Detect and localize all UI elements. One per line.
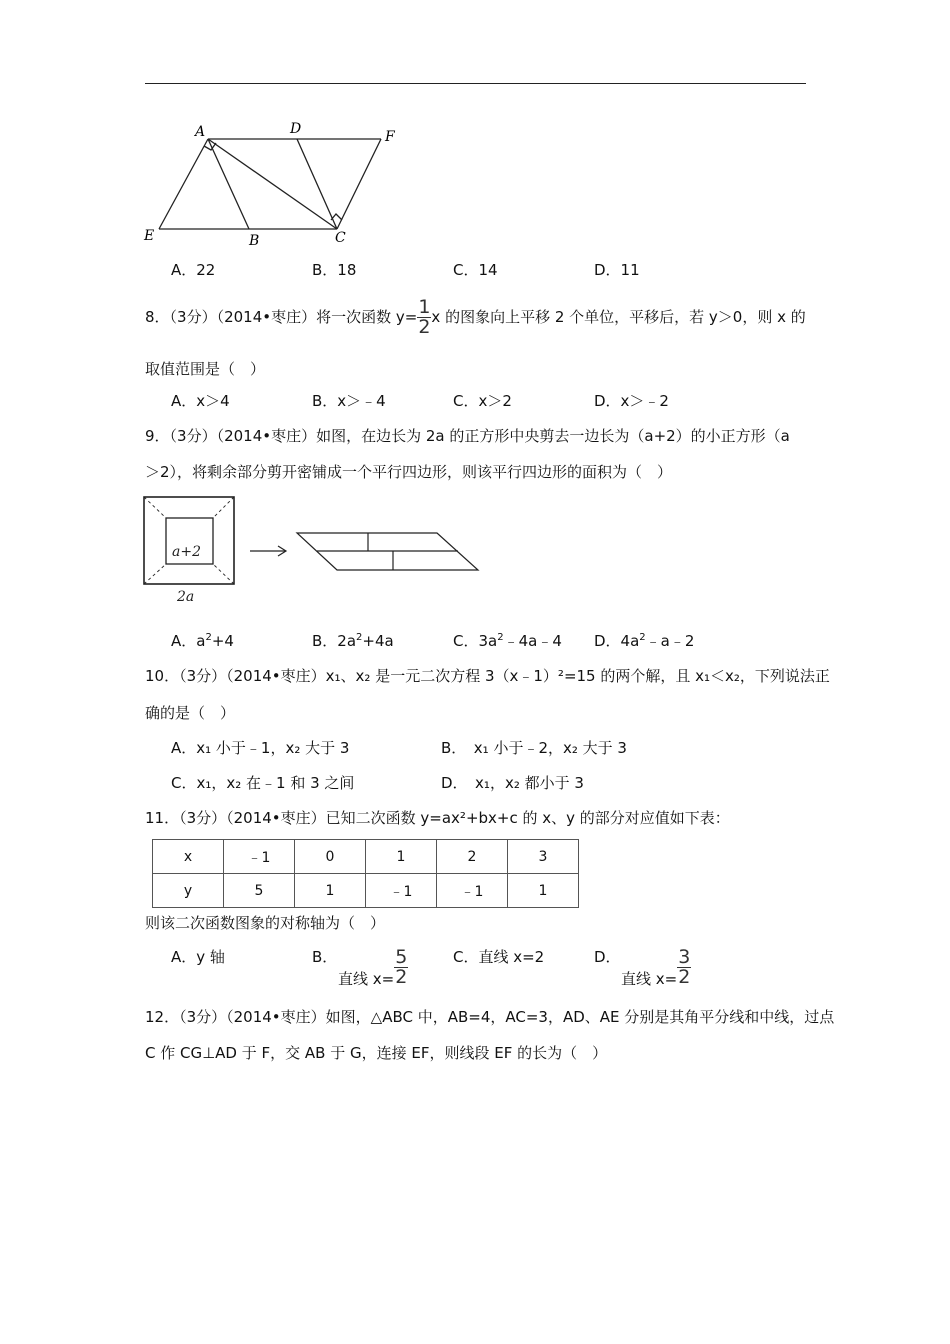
table-cell: 2 bbox=[437, 840, 508, 874]
q7-option-d[interactable]: D．11 bbox=[594, 261, 640, 279]
table-cell: 3 bbox=[508, 840, 579, 874]
label-A: A bbox=[195, 124, 206, 140]
q9-option-c[interactable] bbox=[453, 632, 562, 650]
table-cell: 1 bbox=[508, 874, 579, 908]
table-row-x bbox=[153, 840, 579, 874]
table-cell: x bbox=[153, 840, 224, 874]
q9-opt-c-pre: C．3a bbox=[453, 632, 498, 650]
label-F: F bbox=[385, 129, 395, 145]
q8-stem-part1: 8．（3分）（2014•枣庄）将一次函数 y= bbox=[145, 308, 418, 326]
q11-opt-b-text: 直线 x= bbox=[338, 970, 395, 988]
q9-opt-c-sup: 2 bbox=[497, 632, 504, 643]
q8-fraction bbox=[417, 298, 431, 337]
header-rule bbox=[145, 83, 806, 84]
q9-outer-label: 2a bbox=[177, 589, 195, 605]
q11-opt-d-text: 直线 x= bbox=[621, 970, 678, 988]
table-cell: 5 bbox=[224, 874, 295, 908]
q8-option-a[interactable]: A．x＞4 bbox=[171, 392, 230, 410]
q9-option-b[interactable] bbox=[312, 632, 394, 650]
table-cell: 1 bbox=[366, 840, 437, 874]
table-row-y bbox=[153, 874, 579, 908]
q8-option-d[interactable]: D．x＞﹣2 bbox=[594, 392, 669, 410]
q8-stem-line1 bbox=[145, 298, 806, 337]
q9-opt-b-sup: 2 bbox=[356, 632, 363, 643]
q8-frac-den: 2 bbox=[418, 316, 431, 338]
q11-opt-b-fraction bbox=[394, 948, 408, 987]
q11-value-table bbox=[152, 839, 579, 908]
q10-option-c[interactable]: C．x₁，x₂ 在﹣1 和 3 之间 bbox=[171, 774, 355, 792]
q8-option-c[interactable]: C．x＞2 bbox=[453, 392, 512, 410]
q11-option-d-label[interactable]: D． bbox=[594, 948, 621, 966]
q9-option-d[interactable] bbox=[594, 632, 694, 650]
label-C: C bbox=[335, 230, 346, 246]
q11-option-b[interactable] bbox=[338, 948, 408, 988]
q7-option-c[interactable]: C．14 bbox=[453, 261, 498, 279]
q7-parallelogram-figure bbox=[140, 118, 410, 253]
label-B: B bbox=[249, 233, 260, 249]
table-cell: ﹣1 bbox=[224, 840, 295, 874]
q9-stem-line2: ＞2），将剩余部分剪开密铺成一个平行四边形，则该平行四边形的面积为（ ） bbox=[145, 463, 673, 481]
q9-opt-a-sup: 2 bbox=[205, 632, 212, 643]
q12-stem-line2: C 作 CG⊥AD 于 F，交 AB 于 G，连接 EF，则线段 EF 的长为（ ） bbox=[145, 1044, 608, 1062]
table-cell: 1 bbox=[295, 874, 366, 908]
q9-option-a[interactable] bbox=[171, 632, 234, 650]
table-cell: ﹣1 bbox=[437, 874, 508, 908]
q9-opt-a-pre: A．a bbox=[171, 632, 206, 650]
q10-option-d[interactable]: D． x₁，x₂ 都小于 3 bbox=[441, 774, 584, 792]
table-cell: ﹣1 bbox=[366, 874, 437, 908]
q11-opt-b-den: 2 bbox=[395, 966, 408, 988]
q9-opt-d-post: ﹣a﹣2 bbox=[645, 632, 695, 650]
table-cell: 0 bbox=[295, 840, 366, 874]
q9-opt-a-post: +4 bbox=[211, 632, 234, 650]
label-E: E bbox=[144, 228, 155, 244]
q11-opt-b-num: 5 bbox=[395, 946, 408, 968]
q10-stem-line2: 确的是（ ） bbox=[145, 704, 236, 722]
q8-frac-num: 1 bbox=[418, 296, 431, 318]
q9-inner-label: a+2 bbox=[172, 544, 201, 560]
q11-option-b-label[interactable]: B． bbox=[312, 948, 338, 966]
q9-opt-d-sup: 2 bbox=[639, 632, 646, 643]
q9-stem-line1: 9．（3分）（2014•枣庄）如图，在边长为 2a 的正方形中央剪去一边长为（a+2）的小正方形（a bbox=[145, 427, 790, 445]
q11-opt-d-den: 2 bbox=[678, 966, 691, 988]
q10-option-b[interactable]: B． x₁ 小于﹣2，x₂ 大于 3 bbox=[441, 739, 627, 757]
q11-option-a[interactable]: A．y 轴 bbox=[171, 948, 225, 966]
q9-opt-c-post: ﹣4a﹣4 bbox=[503, 632, 562, 650]
q8-stem-part2: x 的图象向上平移 2 个单位，平移后，若 y＞0，则 x 的 bbox=[431, 308, 806, 326]
q12-stem-line1: 12．（3分）（2014•枣庄）如图，△ABC 中，AB=4，AC=3，AD、AE 分别是其角平分线和中线，过点 bbox=[145, 1008, 835, 1026]
q11-opt-d-fraction bbox=[677, 948, 691, 987]
label-D: D bbox=[290, 121, 302, 137]
q8-option-b[interactable]: B．x＞﹣4 bbox=[312, 392, 386, 410]
q11-option-c[interactable]: C．直线 x=2 bbox=[453, 948, 545, 966]
q9-opt-d-pre: D．4a bbox=[594, 632, 640, 650]
q8-stem-line2: 取值范围是（ ） bbox=[145, 360, 266, 378]
q9-opt-b-post: +4a bbox=[362, 632, 394, 650]
q9-square-figure bbox=[140, 494, 485, 606]
q9-opt-b-pre: B．2a bbox=[312, 632, 357, 650]
q10-option-a[interactable]: A．x₁ 小于﹣1，x₂ 大于 3 bbox=[171, 739, 350, 757]
q10-stem-line1: 10．（3分）（2014•枣庄）x₁、x₂ 是一元二次方程 3（x﹣1）²=15 的两个解，且 x₁＜x₂，下列说法正 bbox=[145, 667, 830, 685]
q7-option-a[interactable]: A．22 bbox=[171, 261, 216, 279]
table-cell: y bbox=[153, 874, 224, 908]
q11-opt-d-num: 3 bbox=[678, 946, 691, 968]
q11-stem-line1: 11．（3分）（2014•枣庄）已知二次函数 y=ax²+bx+c 的 x、y 的部分对应值如下表： bbox=[145, 809, 730, 827]
q11-stem-line2: 则该二次函数图象的对称轴为（ ） bbox=[145, 914, 386, 932]
q11-option-d[interactable] bbox=[621, 948, 691, 988]
q7-option-b[interactable]: B．18 bbox=[312, 261, 357, 279]
